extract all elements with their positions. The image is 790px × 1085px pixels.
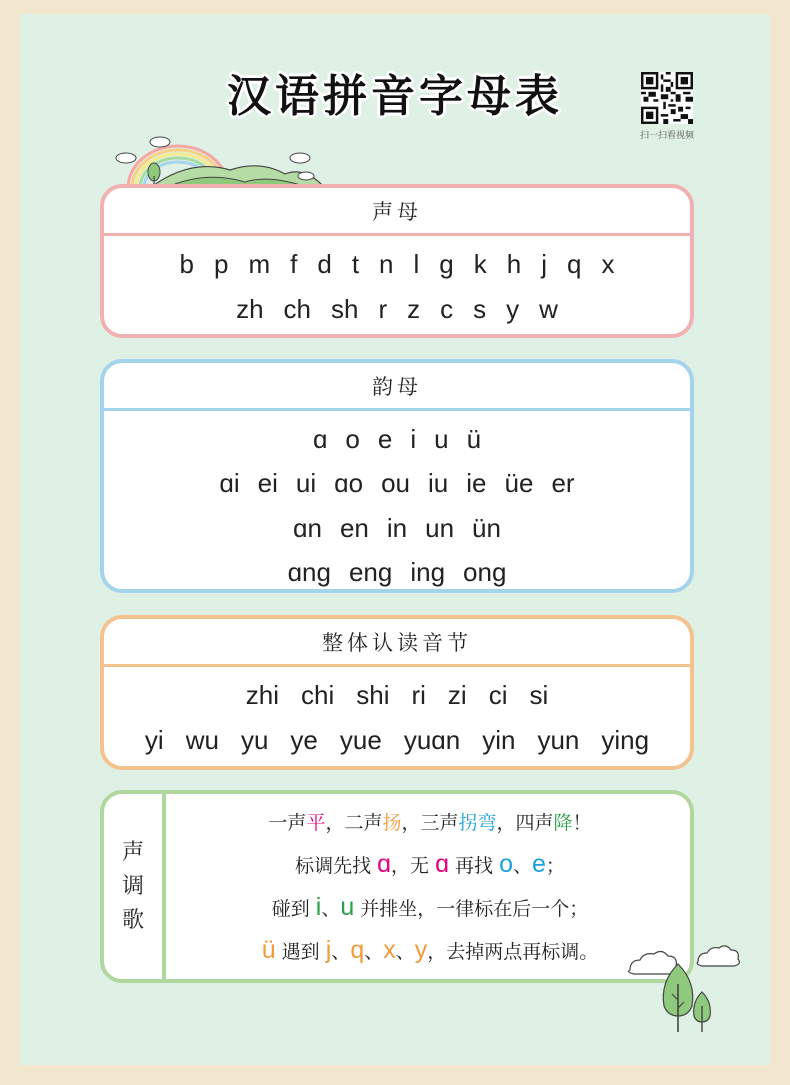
syllable: ci [488, 680, 508, 710]
letter: f [290, 249, 298, 279]
syllable: ying [601, 725, 650, 755]
song-letter: i [315, 893, 322, 921]
tone-song-title [104, 794, 166, 979]
letter: t [351, 249, 360, 279]
letter: y [506, 294, 520, 324]
final: ong [463, 557, 507, 588]
letter: n [379, 249, 394, 279]
song-text: 一声 [268, 812, 307, 834]
song-text: 遇到 [275, 941, 326, 963]
shengmu-row-1 [104, 242, 690, 287]
song-keyword: 降 [553, 812, 573, 834]
tone-song-title-char: 声 [121, 839, 144, 865]
letter: z [407, 294, 421, 324]
shengmu-panel [100, 184, 694, 338]
syllable: si [529, 680, 549, 710]
song-letter: q [350, 936, 365, 964]
rainbow-hills-illustration [110, 130, 340, 190]
final: üe [504, 468, 534, 499]
tone-song-panel [100, 790, 694, 983]
zhengti-row-2 [104, 718, 690, 763]
letter: w [539, 294, 558, 324]
shengmu-header: 声母 [104, 188, 690, 236]
final: ie [466, 468, 487, 499]
letter: r [378, 294, 388, 324]
final: ui [295, 468, 317, 499]
song-text: 标调先找 [295, 855, 378, 877]
syllable: yu [240, 725, 269, 755]
song-letter: y [414, 936, 428, 964]
zhengti-row-1 [104, 673, 690, 718]
song-text: ，二声 [325, 812, 383, 834]
final: er [551, 468, 575, 499]
yunmu-panel [100, 359, 694, 593]
syllable: yue [339, 725, 382, 755]
syllable: wu [185, 725, 219, 755]
song-letter: x [383, 936, 396, 964]
syllable: shi [356, 680, 390, 710]
song-text: 、 [321, 898, 341, 920]
final: u [434, 423, 449, 454]
song-letter: ü [261, 936, 276, 964]
song-letter: ɑ [435, 850, 449, 878]
yunmu-header: 韵母 [104, 363, 690, 411]
letter: s [473, 294, 487, 324]
song-text: 再找 [448, 855, 500, 877]
zhengti-panel [100, 615, 694, 770]
song-keyword: 扬 [382, 812, 402, 834]
song-letter: ɑ [377, 850, 392, 878]
song-text: ，去掉两点再标调。 [427, 941, 599, 963]
song-text: 碰到 [271, 898, 316, 920]
qr-code-icon[interactable] [641, 72, 693, 124]
song-letter: u [340, 893, 355, 921]
tone-song-line-1 [170, 800, 690, 843]
yunmu-row-2 [104, 462, 690, 507]
song-text: ！ [572, 812, 592, 834]
syllable: ye [290, 725, 318, 755]
song-text: 并排坐，一律标在后一个； [354, 898, 589, 920]
final: iu [428, 468, 449, 499]
letter: sh [331, 294, 359, 324]
final: ɑn [293, 512, 322, 543]
final: ei [257, 468, 278, 499]
final: o [345, 423, 360, 454]
tone-song-line-4 [170, 929, 690, 972]
song-letter: e [532, 850, 546, 878]
tone-song-line-3 [170, 886, 690, 929]
syllable: zhi [245, 680, 279, 710]
letter: h [506, 249, 522, 279]
final: e [377, 423, 393, 454]
tree-icon [663, 964, 710, 1032]
final: ün [472, 512, 501, 543]
yunmu-row-4 [104, 551, 690, 596]
letter: q [567, 249, 582, 279]
letter: d [317, 249, 332, 279]
letter: x [601, 249, 615, 279]
final: eng [348, 557, 393, 588]
page-title: 汉语拼音字母表 [227, 71, 563, 122]
final: ɑi [219, 468, 240, 499]
tone-song-title-char: 调 [121, 873, 144, 899]
letter: k [473, 249, 487, 279]
tone-song-title-char: 歌 [121, 907, 144, 933]
letter: l [413, 249, 420, 279]
song-text: 、 [331, 941, 351, 963]
syllable: zi [447, 680, 467, 710]
letter: b [179, 249, 194, 279]
letter: zh [236, 294, 264, 324]
final: en [339, 512, 369, 543]
shengmu-row-2 [104, 287, 690, 332]
letter: j [541, 249, 548, 279]
song-letter: o [499, 850, 513, 878]
tone-song-line-2 [170, 843, 690, 886]
syllable: yi [144, 725, 164, 755]
song-text: ，四声 [496, 812, 554, 834]
song-text: ，三声 [401, 812, 459, 834]
syllable: ri [411, 680, 426, 710]
final: ü [466, 423, 482, 454]
song-text: 、 [364, 941, 384, 963]
song-keyword: 平 [306, 812, 326, 834]
song-text: 、 [395, 941, 415, 963]
song-text: 、 [512, 855, 532, 877]
final: i [410, 423, 417, 454]
zhengti-header: 整体认读音节 [104, 619, 690, 667]
song-letter: j [325, 936, 332, 964]
syllable: yin [482, 725, 516, 755]
final: ing [410, 557, 446, 588]
final: in [386, 512, 408, 543]
song-text: ，无 [391, 855, 436, 877]
letter: c [440, 294, 454, 324]
letter: ch [283, 294, 311, 324]
final: ɑng [287, 557, 331, 588]
yunmu-row-3 [104, 506, 690, 551]
syllable: yuɑn [403, 725, 461, 755]
song-keyword: 拐弯 [458, 812, 497, 834]
qr-caption: 扫一扫看视频 [639, 131, 694, 141]
final: ɑo [334, 468, 364, 499]
song-text: ； [545, 855, 565, 877]
trees-clouds-illustration [620, 940, 750, 1040]
final: un [425, 512, 455, 543]
cloud-icon [629, 946, 740, 974]
letter: p [213, 249, 229, 279]
letter: m [248, 249, 271, 279]
final: ɑ [312, 423, 328, 454]
yunmu-row-1 [104, 417, 690, 462]
syllable: chi [300, 680, 335, 710]
syllable: yun [537, 725, 580, 755]
letter: g [439, 249, 454, 279]
final: ou [381, 468, 411, 499]
